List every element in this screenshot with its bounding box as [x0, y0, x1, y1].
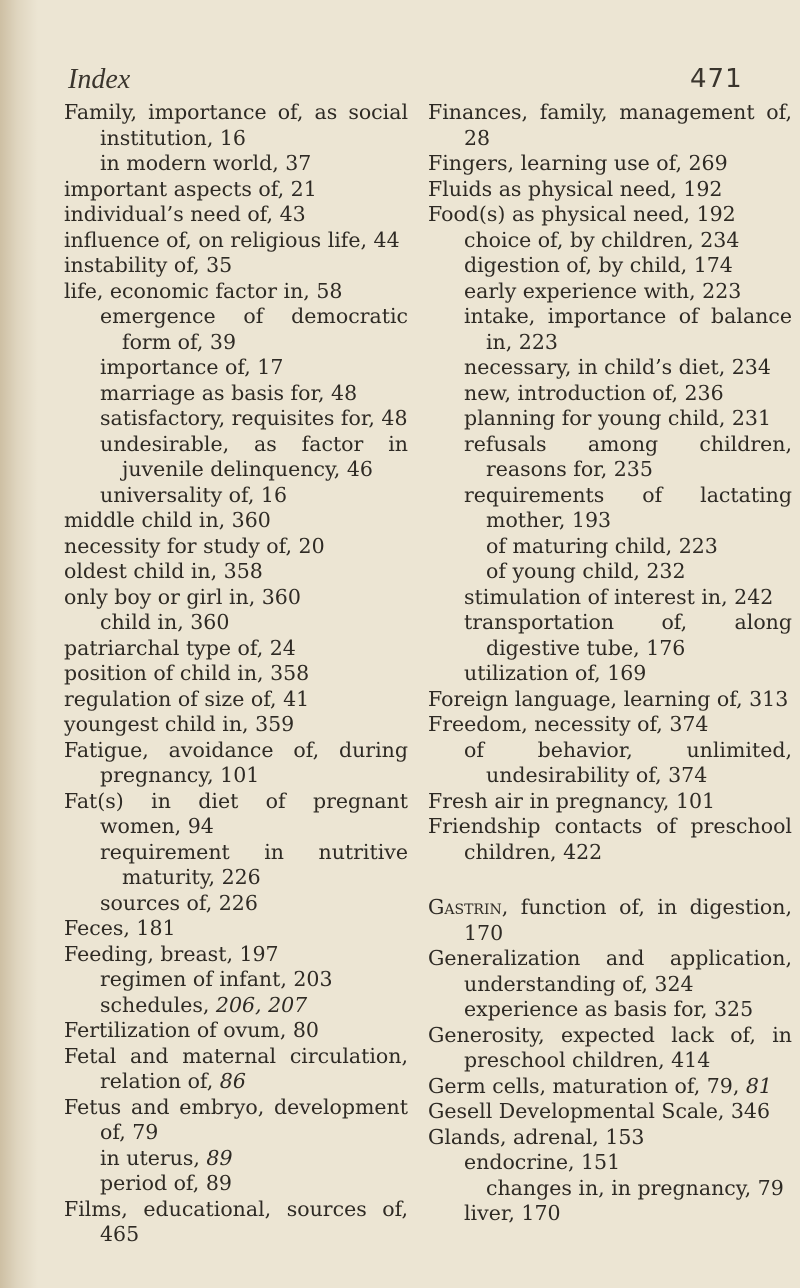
index-entry [64, 585, 408, 611]
page-number: 471 [690, 64, 743, 94]
entry-text: changes in, in pregnancy, 79 [486, 1175, 784, 1200]
index-entry [64, 100, 408, 151]
index-entry [64, 177, 408, 203]
page-gutter-edge [0, 0, 38, 1288]
index-entry [428, 687, 792, 713]
entry-page-ref-italic: 86 [219, 1069, 246, 1093]
entry-text: child in, 360 [100, 610, 230, 634]
entry-text: endocrine, 151 [464, 1150, 621, 1174]
entry-text: Fresh air in pregnancy, 101 [428, 788, 716, 813]
entry-text: period of, 89 [100, 1171, 232, 1195]
entry-text: regulation of size of, 41 [64, 686, 310, 711]
index-entry [428, 151, 792, 177]
index-entry [428, 895, 792, 946]
entry-text: early experience with, 223 [464, 278, 742, 303]
entry-text: necessity for study of, 20 [64, 533, 325, 558]
index-subentry [464, 355, 792, 381]
entry-text: Fat(s) in diet of pregnant women, 94 [64, 788, 408, 838]
index-entry [64, 279, 408, 305]
entry-text: Generosity, expected lack of, in preschool children, 414 [428, 1022, 792, 1072]
index-subentry [100, 1146, 408, 1172]
index-subentry [464, 738, 792, 789]
entry-text: Glands, adrenal, 153 [428, 1124, 645, 1149]
index-entry [64, 559, 408, 585]
entry-page-ref-italic: 81 [745, 1073, 772, 1098]
entry-text: position of child in, 358 [64, 661, 310, 685]
entry-text: Gesell Developmental Scale, 346 [428, 1099, 770, 1123]
index-entry [64, 1197, 408, 1248]
index-entry [64, 202, 408, 228]
entry-text: Food(s) as physical need, 192 [428, 202, 736, 226]
index-entry [428, 100, 792, 151]
index-subentry [100, 432, 408, 483]
entry-text: liver, 170 [464, 1201, 561, 1225]
index-subentry [100, 967, 408, 993]
index-subentry [486, 1176, 792, 1202]
index-subentry [100, 891, 408, 917]
index-subentry [464, 228, 792, 254]
index-entry [428, 1125, 792, 1151]
entry-text: oldest child in, 358 [64, 559, 263, 583]
entry-text: Films, educational, sources of, 465 [64, 1196, 408, 1246]
entry-text: undesirable, as factor in juvenile delinquency, 46 [100, 431, 408, 481]
index-subentry [464, 1150, 792, 1176]
index-subentry [464, 432, 792, 483]
index-entry [64, 942, 408, 968]
index-subentry [100, 610, 408, 636]
index-entry [64, 916, 408, 942]
index-subentry [100, 355, 408, 381]
index-entry [64, 712, 408, 738]
entry-text: of behavior, unlimited, undesirability of, 374 [464, 737, 792, 787]
index-entry [64, 508, 408, 534]
entry-text: necessary, in child’s diet, 234 [464, 355, 771, 379]
entry-term: Gastrin [428, 895, 502, 919]
index-entry [428, 1074, 792, 1100]
entry-text: Fluids as physical need, 192 [428, 176, 723, 201]
entry-text: individual’s need of, 43 [64, 202, 306, 226]
index-entry [64, 228, 408, 254]
index-entry [64, 1095, 408, 1146]
entry-text: influence of, on religious life, 44 [64, 227, 400, 252]
running-header-title: Index [68, 64, 131, 95]
index-column-left [64, 100, 408, 1248]
section-separator [428, 865, 792, 895]
entry-text: of young child, 232 [486, 559, 686, 583]
entry-text: satisfactory, requisites for, 48 [100, 406, 408, 430]
index-entry [64, 534, 408, 560]
index-subentry [464, 997, 792, 1023]
entry-text: schedules, [100, 992, 216, 1017]
entry-text: in uterus, [100, 1145, 207, 1170]
index-entry [428, 1023, 792, 1074]
entry-text: refusals among children, reasons for, 235 [464, 431, 792, 481]
entry-text: instability of, 35 [64, 253, 233, 277]
entry-text: youngest child in, 359 [64, 712, 295, 736]
index-entry [64, 789, 408, 840]
index-subentry [100, 993, 408, 1019]
index-subentry [100, 840, 408, 891]
entry-text: new, introduction of, 236 [464, 380, 724, 405]
entry-text: only boy or girl in, 360 [64, 584, 301, 609]
entry-text: Feces, 181 [64, 916, 176, 940]
index-entry [428, 712, 792, 738]
index-subentry [100, 381, 408, 407]
entry-text: requirement in nutritive maturity, 226 [100, 839, 408, 889]
entry-page-ref-italic: 206, 207 [215, 992, 308, 1017]
entry-text: utilization of, 169 [464, 661, 647, 685]
entry-text: of maturing child, 223 [486, 533, 718, 558]
index-entry [64, 687, 408, 713]
entry-text: Germ cells, maturation of, 79, [428, 1073, 746, 1098]
index-subentry [464, 253, 792, 279]
entry-text: sources of, 226 [100, 890, 258, 915]
index-subentry [464, 585, 792, 611]
entry-text: life, economic factor in, 58 [64, 278, 343, 303]
index-entry [64, 661, 408, 687]
entry-text: Fetus and embryo, development of, 79 [64, 1094, 408, 1144]
entry-text: stimulation of interest in, 242 [464, 584, 774, 609]
entry-text: Feeding, breast, 197 [64, 941, 279, 966]
index-entry [428, 177, 792, 203]
index-subentry [100, 304, 408, 355]
entry-text: Fetal and maternal circulation, relation of, [64, 1043, 408, 1093]
index-entry [428, 202, 792, 228]
index-subentry [100, 1171, 408, 1197]
index-entry [428, 946, 792, 997]
entry-text: important aspects of, 21 [64, 176, 317, 201]
entry-text: middle child in, 360 [64, 508, 271, 532]
entry-text: universality of, 16 [100, 482, 287, 507]
entry-text: digestion of, by child, 174 [464, 253, 733, 277]
index-entry [64, 1044, 408, 1095]
entry-text: Family, importance of, as social institution, 16 [64, 100, 408, 150]
entry-text: Fatigue, avoidance of, during pregnancy, 101 [64, 737, 408, 787]
entry-text: planning for young child, 231 [464, 406, 771, 430]
entry-text: choice of, by children, 234 [464, 227, 740, 252]
entry-text: Freedom, necessity of, 374 [428, 712, 709, 736]
entry-text: importance of, 17 [100, 355, 284, 379]
index-subentry [464, 406, 792, 432]
index-subentry [464, 661, 792, 687]
index-subentry [100, 406, 408, 432]
entry-text: Generalization and application, understanding of, 324 [428, 946, 792, 996]
index-subentry [100, 151, 408, 177]
index-column-right [428, 100, 792, 1227]
entry-text: , function of, in digestion, 170 [464, 895, 792, 945]
entry-text: Finances, family, management of, 28 [428, 100, 792, 150]
index-subentry [464, 381, 792, 407]
index-entry [428, 814, 792, 865]
index-subentry [486, 534, 792, 560]
entry-text: patriarchal type of, 24 [64, 635, 296, 660]
entry-text: experience as basis for, 325 [464, 997, 754, 1021]
index-entry [64, 1018, 408, 1044]
entry-text: regimen of infant, 203 [100, 967, 333, 991]
entry-text: Fingers, learning use of, 269 [428, 151, 728, 175]
entry-text: transportation of, along digestive tube, 176 [464, 610, 792, 660]
entry-text: in modern world, 37 [100, 151, 312, 175]
index-subentry [464, 483, 792, 534]
index-entry [64, 253, 408, 279]
index-subentry [464, 610, 792, 661]
index-subentry [100, 483, 408, 509]
entry-text: Fertilization of ovum, 80 [64, 1018, 319, 1042]
index-entry [428, 789, 792, 815]
index-entry [64, 738, 408, 789]
index-subentry [464, 279, 792, 305]
entry-text: intake, importance of balance in, 223 [464, 304, 792, 354]
entry-text: emergence of democratic form of, 39 [100, 304, 408, 354]
index-entry [64, 636, 408, 662]
index-entry [428, 1099, 792, 1125]
entry-page-ref-italic: 89 [206, 1145, 233, 1170]
entry-text: Foreign language, learning of, 313 [428, 686, 789, 711]
entry-text: requirements of lactating mother, 193 [464, 482, 792, 532]
entry-text: Friendship contacts of preschool children, 422 [428, 814, 792, 864]
entry-text: marriage as basis for, 48 [100, 380, 358, 405]
index-subentry [464, 1201, 792, 1227]
index-subentry [486, 559, 792, 585]
index-subentry [464, 304, 792, 355]
